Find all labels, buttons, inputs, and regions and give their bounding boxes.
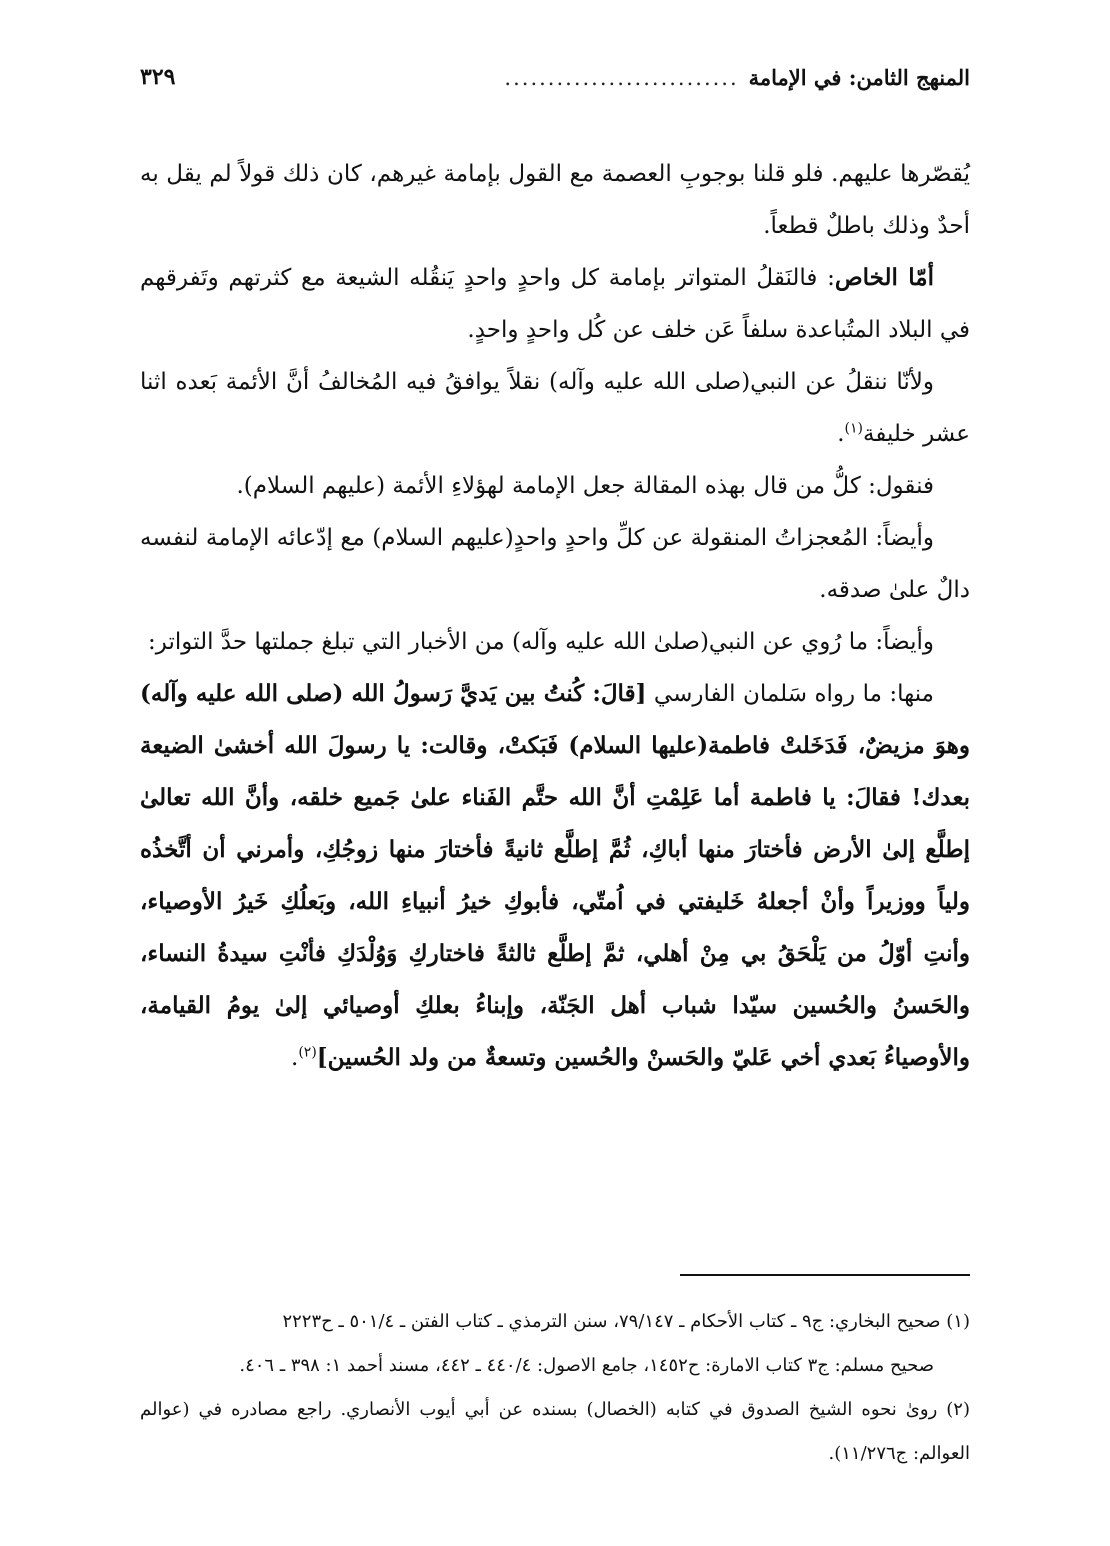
paragraph-2 [140,252,970,356]
paragraph-1: يُقصّرها عليهم. فلو قلنا بوجوبِ العصمة مع القول بإمامة غيرهم، كان ذلك قولاً لم يقل به أحدٌ وذلك باطلٌ قطعاً. [140,161,970,239]
paragraph-5: وأيضاً: المُعجزاتُ المنقولة عن كلِّ واحدٍ واحدٍ(عليهم السلام) مع إدّعائه الإمامة لنفسه دالٌ علىٰ صدقه. [140,525,970,603]
paragraph-2-heading: أمّا الخاص [834,264,934,291]
paragraph-3 [140,356,970,460]
running-header [140,50,970,90]
paragraph-2-text: : فالنَقلُ المتواتر بإمامة كل واحدٍ واحدٍ يَنقُله الشيعة مع كثرتهم وتَفرقهم في البلاد المتُباعدة سلفاً عَن خلف عن كُل واحدٍ واحدٍ. [140,265,970,343]
footnote-1-line-1: (١) صحيح البخاري: ج٩ ـ كتاب الأحكام ـ ٧٩/١٤٧، سنن الترمذي ـ كتاب الفتن ـ ٥٠١/٤ ـ ح٢٢٢٣ [282,1311,970,1332]
paragraph-3-end: . [837,421,845,447]
footnote-divider [680,1274,970,1276]
main-text [140,148,970,1084]
paragraph-4: فنقول: كلُّ من قال بهذه المقالة جعل الإمامة لهؤلاءِ الأئمة (عليهم السلام). [236,473,934,499]
footnote-2: (٢) رویٰ نحوه الشيخ الصدوق في كتابه (الخصال) بسنده عن أبي أيوب الأنصاري. راجع مصادره في (عوالم العوالم: ج١١/٢٧٦). [140,1399,970,1464]
chapter-title: المنهج الثامن: في الإمامة [748,65,970,90]
paragraph-6: وأيضاً: ما رُوي عن النبي(صلىٰ الله عليه وآله) من الأخبار التي تبلغ جملتها حدَّ التواتر: [148,629,934,655]
hadith-quote: [قالَ: كُنتُ بين يَديَّ رَسولُ الله (صلى الله عليه وآله) وهوَ مزيضٌ، فَدَخَلتْ فاطمة(عليها السلام) فَبَكتْ، وقالت: يا رسولَ الله أخشىٰ الضيعة بعدك! فقالَ: يا فاطمة أما عَلِمْتِ أنَّ الله حتَّم الفَناء علىٰ جَميع خلقه، وأنَّ الله تعالىٰ إطلَّع إلىٰ الأرض فأختارَ منها أباكِ، ثُمَّ إطلَّع ثانيةً فأختارَ منها زوجُكِ، وأمرني أن أتَّخذُه ولياً ووزيراً وأنْ أجعلهُ خَليفتي في اُمتّي، فأبوكِ خيرُ أنبياءِ الله، وبَعلُكِ خَيرُ الأوصياء، وأنتِ أوّلُ من يَلْحَقُ بي مِنْ أهلي، ثمَّ إطلَّع ثالثةً فاختاركِ وَوُلْدَكِ فأنْتِ سيدةُ النساء، والحَسنُ والحُسين سيّدا شباب أهل الجَنّة، وإبناءُ بعلكِ أوصيائي إلىٰ يومُ القيامة، والأوصياءُ بَعدي أخي عَليّ والحَسنْ والحُسين وتسعةٌ من ولد الحُسين] [140,680,970,1071]
footnote-1-line-2: صحيح مسلم: ج٣ كتاب الامارة: ح١٤٥٢، جامع الاصول: ٤٤٠/٤ ـ ٤٤٢، مسند أحمد ١: ٣٩٨ ـ ٤٠٦. [239,1355,934,1376]
footnote-ref-2: (٢) [298,1044,317,1061]
paragraph-7-lead: منها: ما رواه سَلمان الفارسي [646,681,935,707]
leader-dots: ........................... [504,66,739,90]
footnote-ref-1: (١) [844,420,864,437]
footnotes [140,1300,970,1476]
page-number: ٣٢٩ [140,64,176,90]
paragraph-7-end: . [291,1045,299,1071]
paragraph-7 [140,668,970,1084]
paragraph-3-text: ولأنّا ننقلُ عن النبي(صلى الله عليه وآله) نقلاً يوافقُ فيه المُخالفُ أنَّ الأئمة بَعده اثنا عشر خليفة [140,369,970,447]
